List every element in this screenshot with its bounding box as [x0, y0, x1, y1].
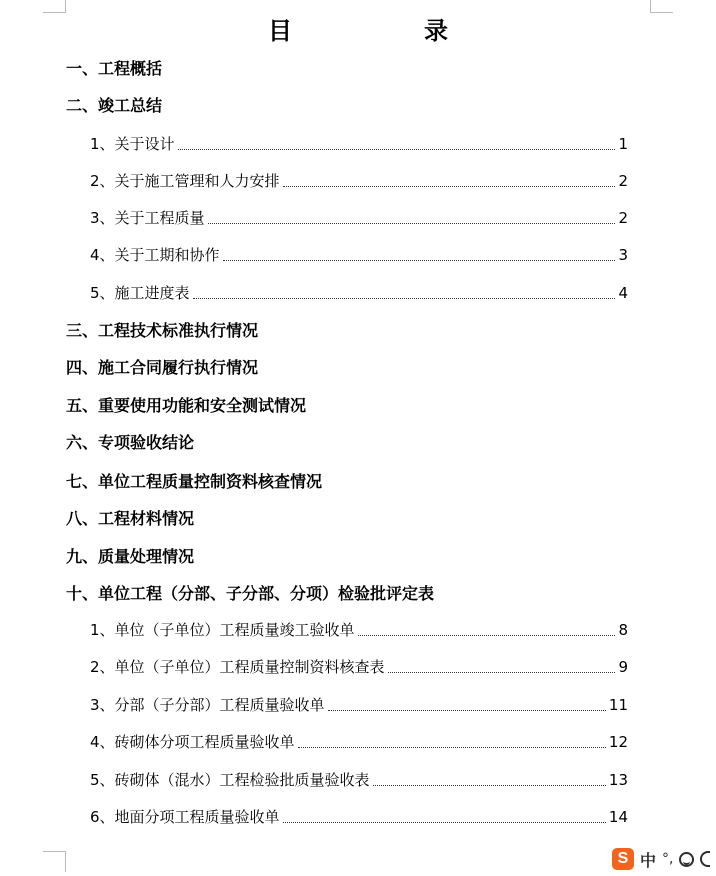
toc-entry[interactable] [90, 696, 628, 715]
ime-punctuation-toggle[interactable]: °, [662, 851, 674, 867]
toc-section: 一、工程概括 [66, 59, 163, 78]
toc-section: 七、单位工程质量控制资料核查情况 [66, 472, 323, 491]
toc-entry[interactable] [90, 771, 628, 790]
sogou-logo-icon[interactable]: S [612, 848, 634, 870]
toc-section: 六、专项验收结论 [66, 433, 195, 452]
toc-page-number: 2 [618, 172, 628, 190]
toc-leader-dots [358, 634, 616, 636]
toc-leader-dots [298, 746, 606, 748]
toc-entry-label: 5、砖砌体（混水）工程检验批质量验收表 [90, 771, 370, 789]
toc-entry[interactable] [90, 621, 628, 640]
skin-icon[interactable] [700, 851, 710, 867]
toc-page-number: 11 [608, 696, 628, 714]
toc-section: 十、单位工程（分部、子分部、分项）检验批评定表 [66, 584, 435, 603]
toc-entry[interactable] [90, 658, 628, 677]
toc-section: 五、重要使用功能和安全测试情况 [66, 396, 307, 415]
ime-toolbar[interactable] [612, 846, 716, 872]
toc-leader-dots [388, 671, 616, 673]
page-corner-mark [650, 0, 673, 13]
toc-entry-label: 1、单位（子单位）工程质量竣工验收单 [90, 621, 355, 639]
toc-section: 四、施工合同履行执行情况 [66, 358, 259, 377]
toc-leader-dots [208, 222, 616, 224]
toc-leader-dots [328, 709, 606, 711]
toc-leader-dots [193, 297, 616, 299]
toc-page-number: 14 [608, 808, 628, 826]
toc-entry-label: 3、关于工程质量 [90, 209, 205, 227]
toc-page-number: 3 [618, 246, 628, 264]
toc-entry[interactable] [90, 246, 628, 265]
toc-entry-label: 1、关于设计 [90, 135, 175, 153]
toc-page-number: 8 [618, 621, 628, 639]
page-corner-mark [43, 851, 66, 872]
toc-entry-label: 6、地面分项工程质量验收单 [90, 808, 280, 826]
toc-entry[interactable] [90, 284, 628, 303]
toc-page-number: 4 [618, 284, 628, 302]
page-corner-mark [43, 0, 66, 13]
toc-section: 二、竣工总结 [66, 96, 163, 115]
toc-entry[interactable] [90, 209, 628, 228]
toc-page-number: 9 [618, 658, 628, 676]
toc-entry[interactable] [90, 172, 628, 191]
toc-entry[interactable] [90, 135, 628, 154]
toc-entry[interactable] [90, 808, 628, 827]
toc-entry-label: 4、砖砌体分项工程质量验收单 [90, 733, 295, 751]
ime-mode-toggle[interactable]: 中 [640, 850, 657, 870]
toc-page-number: 12 [608, 733, 628, 751]
toc-section: 八、工程材料情况 [66, 509, 195, 528]
toc-entry-label: 3、分部（子分部）工程质量验收单 [90, 696, 325, 714]
toc-entry-label: 2、单位（子单位）工程质量控制资料核查表 [90, 658, 385, 676]
toc-entry-label: 4、关于工期和协作 [90, 246, 220, 264]
emoji-icon[interactable] [679, 852, 694, 867]
toc-title: 目 录 [268, 17, 502, 45]
toc-entry-label: 2、关于施工管理和人力安排 [90, 172, 280, 190]
toc-page-number: 13 [608, 771, 628, 789]
toc-page-number: 2 [618, 209, 628, 227]
toc-leader-dots [283, 185, 616, 187]
toc-page-number: 1 [618, 135, 628, 153]
toc-section: 三、工程技术标准执行情况 [66, 321, 259, 340]
toc-leader-dots [223, 259, 616, 261]
toc-entry-label: 5、施工进度表 [90, 284, 190, 302]
toc-leader-dots [178, 148, 616, 150]
toc-leader-dots [283, 821, 606, 823]
toc-entry[interactable] [90, 733, 628, 752]
toc-leader-dots [373, 784, 606, 786]
toc-section: 九、质量处理情况 [66, 547, 195, 566]
